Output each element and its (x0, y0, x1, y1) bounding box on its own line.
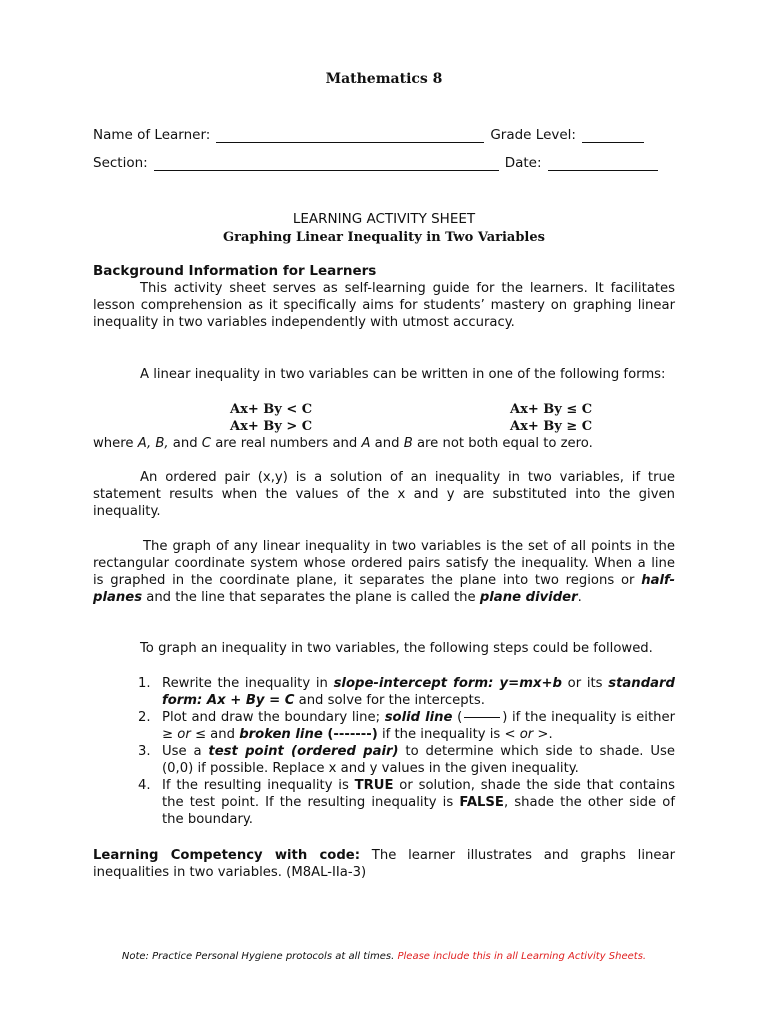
background-paragraph-6: To graph an inequality in two variables, the following steps could be followed. (140, 641, 653, 656)
background-paragraph-4: An ordered pair (x,y) is a solution of an inequality in two variables, if true statement results when the values of the x and y are substituted into the given inequality. (93, 470, 675, 519)
date-label: Date: (504, 155, 542, 171)
step-1: 1. Rewrite the inequality in slope-intercept form: y=mx+b or its standard form: Ax + By = C and solve for the intercepts. (138, 676, 675, 708)
name-field[interactable] (216, 128, 484, 143)
background-paragraph-1: This activity sheet serves as self-learning guide for the learners. It facilitates lesson comprehension as it specifically aims for students’ mastery on graphing linear inequality in two variables independently with utmost accuracy. (93, 281, 675, 330)
step-4: 4. If the resulting inequality is TRUE or solution, shade the side that contains the test point. If the resulting inequality is FALSE, shade the other side of the boundary. (138, 778, 675, 827)
form-greater-equal: Ax+ By ≥ C (510, 419, 593, 434)
section-label: Section: (93, 155, 148, 171)
solid-line-sample (464, 717, 500, 718)
form-less-than: Ax+ By < C (230, 402, 313, 417)
sheet-topic: Graphing Linear Inequality in Two Variables (223, 230, 545, 245)
footer-note-red: Please include this in all Learning Activity Sheets. (397, 951, 647, 962)
section-date-row (93, 155, 673, 171)
footer-note: Note: Practice Personal Hygiene protocols at all times. Please include this in all Learning Activity Sheets. (121, 951, 647, 962)
section-field[interactable] (154, 156, 499, 171)
form-less-equal: Ax+ By ≤ C (510, 402, 593, 417)
background-paragraph-5: The graph of any linear inequality in two variables is the set of all points in the rectangular coordinate system whose ordered pairs satisfy the inequality. When a line is graphed in the coordinate plane, it separates the plane into two regions or half-planes and the line that separates the plane is called the plane divider. (93, 539, 675, 605)
form-greater-than: Ax+ By > C (230, 419, 313, 434)
grade-label: Grade Level: (490, 127, 576, 143)
background-heading: Background Information for Learners (93, 263, 377, 279)
step-3: 3. Use a test point (ordered pair) to determine which side to shade. Use (0,0) if possible. Replace x and y values in the given inequality. (138, 744, 675, 776)
grade-field[interactable] (582, 128, 644, 143)
name-label: Name of Learner: (93, 127, 211, 143)
page-title: Mathematics 8 (325, 71, 443, 87)
step-2: 2. Plot and draw the boundary line; solid line ( ) if the inequality is either ≥ or ≤ and broken line (-------) if the inequality is < or >. (138, 710, 676, 742)
name-grade-row (93, 127, 673, 143)
date-field[interactable] (548, 156, 658, 171)
sheet-type: LEARNING ACTIVITY SHEET (292, 211, 476, 227)
learning-competency: Learning Competency with code: The learner illustrates and graphs linear inequalities in two variables. (M8AL-IIa-3) (93, 848, 675, 880)
background-paragraph-3: where A, B, and C are real numbers and A and B are not both equal to zero. (93, 436, 593, 451)
inequality-forms (230, 401, 610, 435)
graphing-steps-list (138, 675, 675, 828)
background-paragraph-2: A linear inequality in two variables can be written in one of the following forms: (140, 367, 666, 382)
